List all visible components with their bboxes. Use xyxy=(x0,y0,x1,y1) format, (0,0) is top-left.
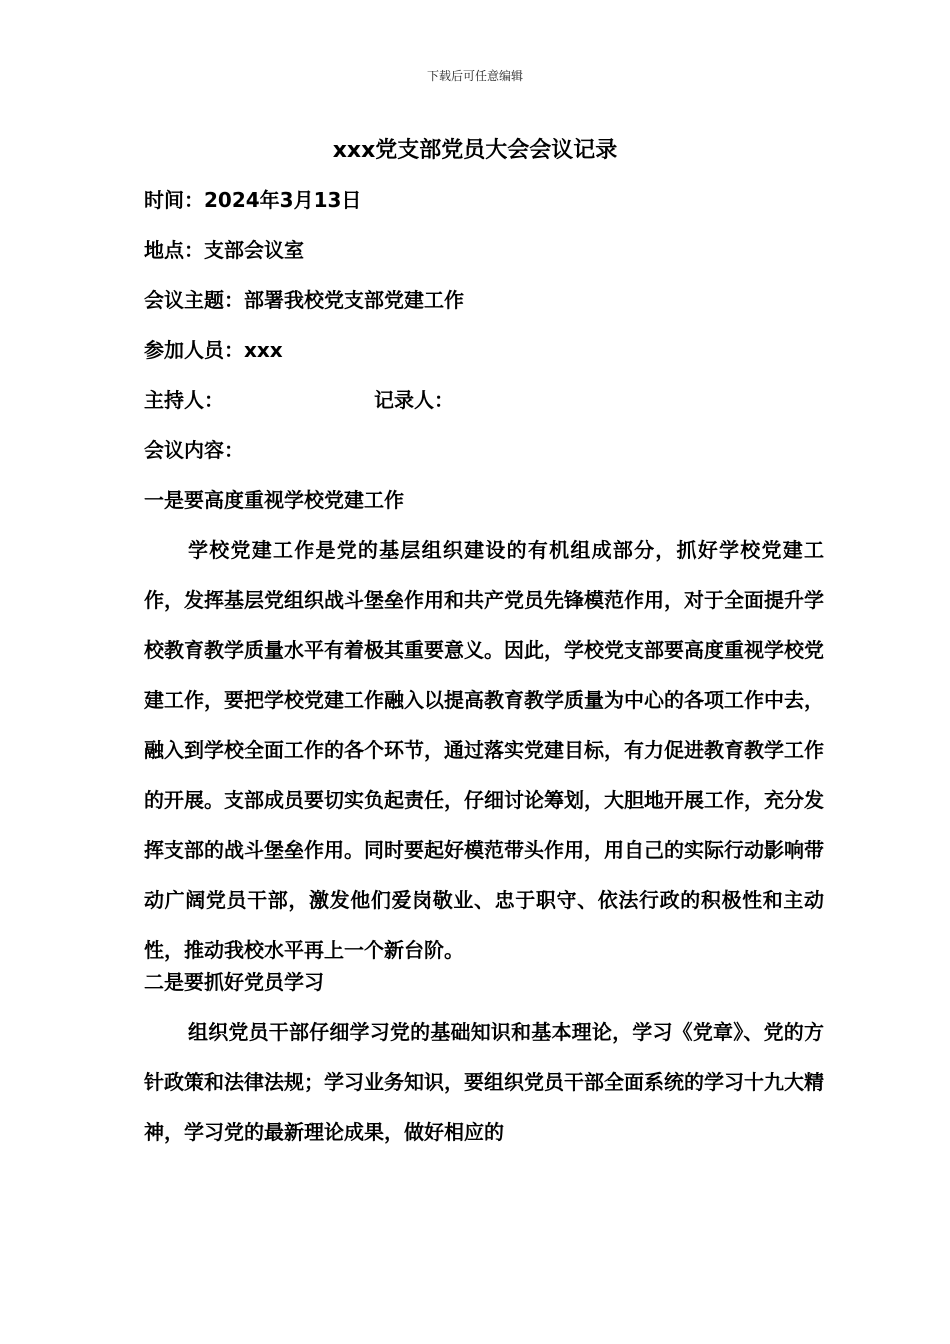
document-title: xxx党支部党员大会会议记录 xyxy=(332,138,618,163)
section-paragraph-1: 学校党建工作是党的基层组织建设的有机组成部分，抓好学校党建工作，发挥基层党组织战斗堡垒作用和共产党员先锋模范作用，对于全面提升学校教育教学质量水平有着极其重要意义。因此，学校党支部要高度重视学校党建工作，要把学校党建工作融入以提高教育教学质量为中心的各项工作中去，融入到学校全面工作的各个环节，通过落实党建目标，有力促进教育教学工作的开展。支部成员要切实负起责任，仔细讨论筹划，大胆地开展工作，充分发挥支部的战斗堡垒作用。同时要起好模范带头作用，用自己的实际行动影响带动广阔党员干部，激发他们爱岗敬业、忠于职守、依法行政的积极性和主动性，推动我校水平再上一个新台阶。 xyxy=(144,538,824,962)
meeting-time: 时间：2024年3月13日 xyxy=(144,188,362,212)
meeting-host: 主持人： xyxy=(144,388,224,412)
meeting-content-label: 会议内容： xyxy=(144,438,244,462)
meeting-attendees: 参加人员：xxx xyxy=(144,338,283,362)
section-paragraph-2: 组织党员干部仔细学习党的基础知识和基本理论，学习《党章》、党的方针政策和法律法规；学习业务知识，要组织党员干部全面系统的学习十九大精神，学习党的最新理论成果，做好相应的 xyxy=(144,1020,824,1144)
host-recorder-row xyxy=(144,384,824,434)
meeting-recorder: 记录人： xyxy=(374,388,454,412)
section-heading-2: 二是要抓好党员学习 xyxy=(144,970,324,994)
header-note: 下载后可任意编辑 xyxy=(426,69,523,83)
document-body xyxy=(144,184,824,1148)
meeting-topic: 会议主题：部署我校党支部党建工作 xyxy=(144,288,464,312)
section-heading-1: 一是要高度重视学校党建工作 xyxy=(144,488,404,512)
meeting-place: 地点：支部会议室 xyxy=(144,238,304,262)
